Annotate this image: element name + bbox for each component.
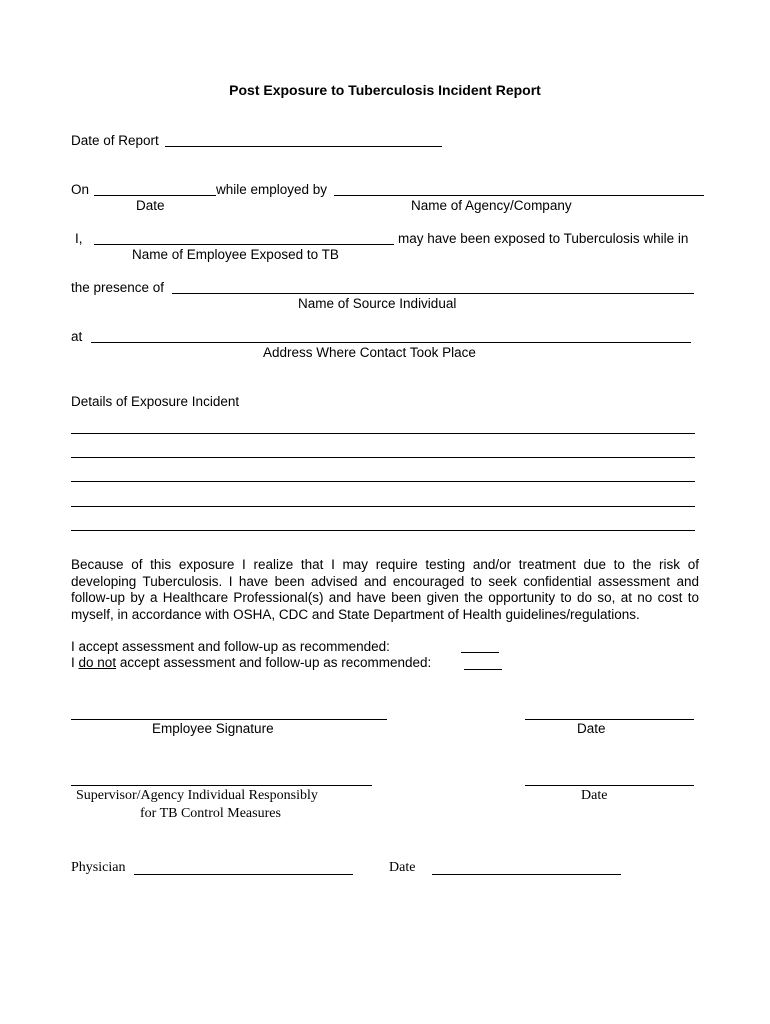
date-of-report-label: Date of Report <box>71 133 159 148</box>
decline-checkbox-line[interactable] <box>464 669 502 670</box>
employee-caption: Name of Employee Exposed to TB <box>132 247 339 262</box>
employee-signature-field[interactable] <box>71 719 387 720</box>
employee-date-field[interactable] <box>525 719 694 720</box>
address-field[interactable] <box>91 342 691 343</box>
physician-date-field[interactable] <box>432 874 621 875</box>
source-caption: Name of Source Individual <box>298 296 457 311</box>
presence-label: the presence of <box>71 280 165 295</box>
accept-text: I accept assessment and follow-up as recommended: <box>71 639 390 654</box>
details-label: Details of Exposure Incident <box>71 394 240 409</box>
decline-suffix: accept assessment and follow-up as recommended: <box>119 655 432 670</box>
supervisor-caption-line2: for TB Control Measures <box>140 806 281 821</box>
details-line[interactable] <box>71 481 695 482</box>
employee-signature-caption: Employee Signature <box>152 721 274 736</box>
employee-date-caption: Date <box>577 721 606 736</box>
agency-field[interactable] <box>334 195 704 196</box>
details-line[interactable] <box>71 433 695 434</box>
employee-name-field[interactable] <box>94 244 394 245</box>
supervisor-caption-line1: Supervisor/Agency Individual Responsibly <box>76 788 318 803</box>
accept-checkbox-line[interactable] <box>461 652 499 653</box>
consent-paragraph: Because of this exposure I realize that I may require testing and/or treatment due to the risk of developing Tuberculosis. I have been advised and encouraged to seek confidential assessment and follow-up by a Healthcare Professional(s) and have been given the opportunity to do so, at no cost to myself, in accordance with OSHA, CDC and State Department of Health guidelines/regulations. <box>71 557 699 622</box>
supervisor-date-caption: Date <box>581 788 608 803</box>
at-label: at <box>71 329 83 344</box>
on-label: On <box>71 182 90 197</box>
supervisor-date-field[interactable] <box>525 785 694 786</box>
supervisor-signature-field[interactable] <box>71 785 372 786</box>
physician-field[interactable] <box>134 874 353 875</box>
physician-date-label: Date <box>389 860 416 875</box>
address-caption: Address Where Contact Took Place <box>263 345 476 360</box>
page-title: Post Exposure to Tuberculosis Incident Report <box>229 82 541 98</box>
i-label: I, <box>75 231 83 246</box>
details-line[interactable] <box>71 530 695 531</box>
source-individual-field[interactable] <box>172 293 694 294</box>
physician-label: Physician <box>71 860 126 875</box>
decline-text <box>71 655 431 671</box>
exposure-date-field[interactable] <box>94 195 216 196</box>
while-employed-label: while employed by <box>216 182 328 197</box>
decline-prefix: I <box>71 655 75 670</box>
decline-emphasis: do not <box>78 655 117 670</box>
details-line[interactable] <box>71 506 695 507</box>
date-of-report-field[interactable] <box>165 146 442 147</box>
exposed-text: may have been exposed to Tuberculosis while in <box>398 231 689 246</box>
agency-caption: Name of Agency/Company <box>411 198 572 213</box>
details-line[interactable] <box>71 457 695 458</box>
date-caption: Date <box>136 198 165 213</box>
